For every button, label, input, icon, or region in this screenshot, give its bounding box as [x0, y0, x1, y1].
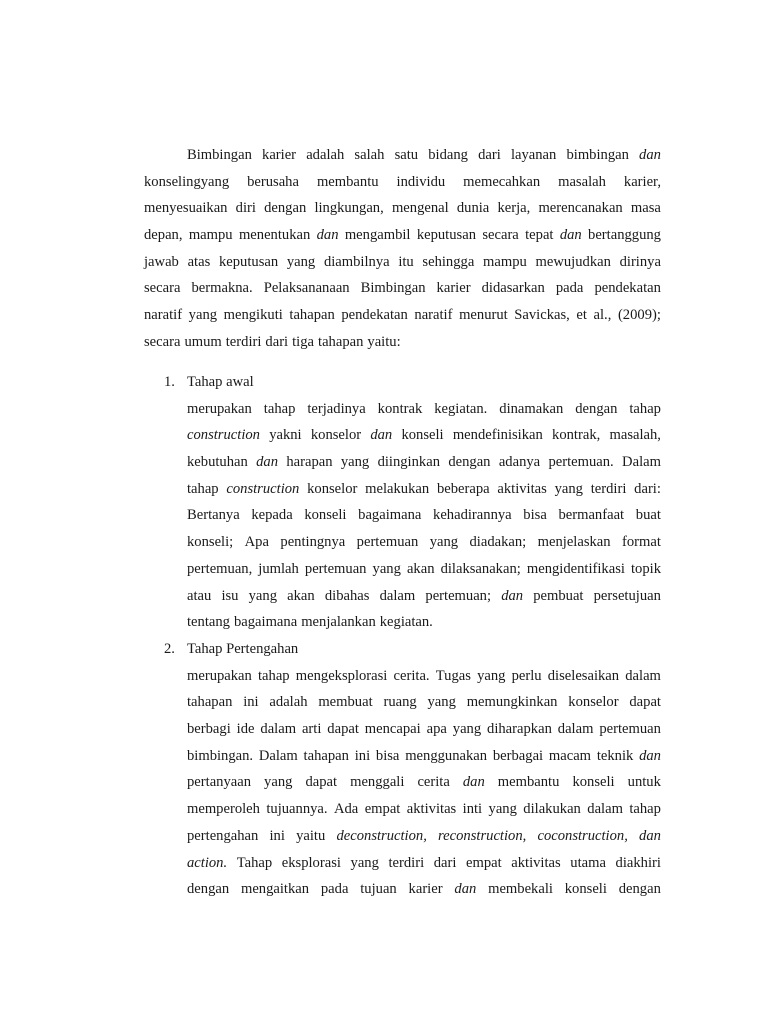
list-item-title: Tahap awal [187, 374, 254, 390]
paragraph-line: tentang bagaimana menjalankan kegiatan. [187, 614, 433, 631]
paragraph-line: pertengahan ini yaitu deconstruction, reconstruction, coconstruction, dan [187, 827, 661, 844]
paragraph-line: merupakan tahap mengeksplorasi cerita. Tugas yang perlu diselesaikan dalam [187, 667, 661, 684]
paragraph-line: bimbingan. Dalam tahapan ini bisa menggunakan berbagai macam teknik dan [187, 747, 661, 764]
list-item-tahap-pertengahan [144, 636, 661, 903]
paragraph-line: konselingyang berusaha membantu individu memecahkan masalah karier, [144, 173, 661, 190]
paragraph-line: depan, mampu menentukan dan mengambil keputusan secara tepat dan bertanggung [144, 227, 661, 244]
paragraph-line: tahap construction konselor melakukan beberapa aktivitas yang terdiri dari: [187, 480, 661, 497]
list-item-number: 1. [164, 374, 175, 390]
paragraph-line: kebutuhan dan harapan yang diinginkan dengan adanya pertemuan. Dalam [187, 454, 661, 471]
list-item-number: 2. [164, 641, 175, 657]
paragraph-line: pertanyaan yang dapat menggali cerita dan membantu konseli untuk [187, 774, 661, 791]
list-item-heading [144, 369, 661, 396]
paragraph-line: secara bermakna. Pelaksananaan Bimbingan karier didasarkan pada pendekatan [144, 280, 661, 297]
paragraph-line: secara umum terdiri dari tiga tahapan yaitu: [144, 333, 401, 350]
list-item-title: Tahap Pertengahan [187, 641, 299, 657]
paragraph-line: menyesuaikan diri dengan lingkungan, mengenal dunia kerja, merencanakan masa [144, 200, 661, 217]
paragraph-line: action. Tahap eksplorasi yang terdiri dari empat aktivitas utama diakhiri [187, 854, 661, 871]
paragraph-line: Bimbingan karier adalah salah satu bidang dari layanan bimbingan dan [187, 147, 661, 163]
paragraph-line: dengan mengaitkan pada tujuan karier dan membekali konseli dengan [187, 881, 661, 898]
intro-paragraph [144, 142, 661, 356]
paragraph-line: konseli; Apa pentingnya pertemuan yang diadakan; menjelaskan format [187, 534, 661, 551]
list-item-heading [144, 636, 661, 663]
paragraph-line: memperoleh tujuannya. Ada empat aktivitas inti yang dilakukan dalam tahap [187, 801, 661, 818]
paragraph-line: construction yakni konselor dan konseli mendefinisikan kontrak, masalah, [187, 427, 661, 444]
list-item-tahap-awal [144, 369, 661, 636]
paragraph-line: jawab atas keputusan yang diambilnya itu sehingga mampu mewujudkan dirinya [144, 253, 661, 270]
list-item-body [144, 663, 661, 903]
paragraph-line: berbagi ide dalam arti dapat mencapai apa yang diharapkan dalam pertemuan [187, 721, 661, 738]
paragraph-line: naratif yang mengikuti tahapan pendekatan naratif menurut Savickas, et al., (2009); [144, 307, 661, 324]
paragraph-line: Bertanya kepada konseli bagaimana kehadirannya bisa bermanfaat buat [187, 507, 661, 524]
paragraph-line: merupakan tahap terjadinya kontrak kegiatan. dinamakan dengan tahap [187, 400, 661, 417]
paragraph-line: atau isu yang akan dibahas dalam pertemuan; dan pembuat persetujuan [187, 587, 661, 604]
paragraph-line: pertemuan, jumlah pertemuan yang akan dilaksanakan; mengidentifikasi topik [187, 560, 661, 577]
list-item-body [144, 396, 661, 636]
paragraph-line: tahapan ini adalah membuat ruang yang memungkinkan konselor dapat [187, 694, 661, 711]
